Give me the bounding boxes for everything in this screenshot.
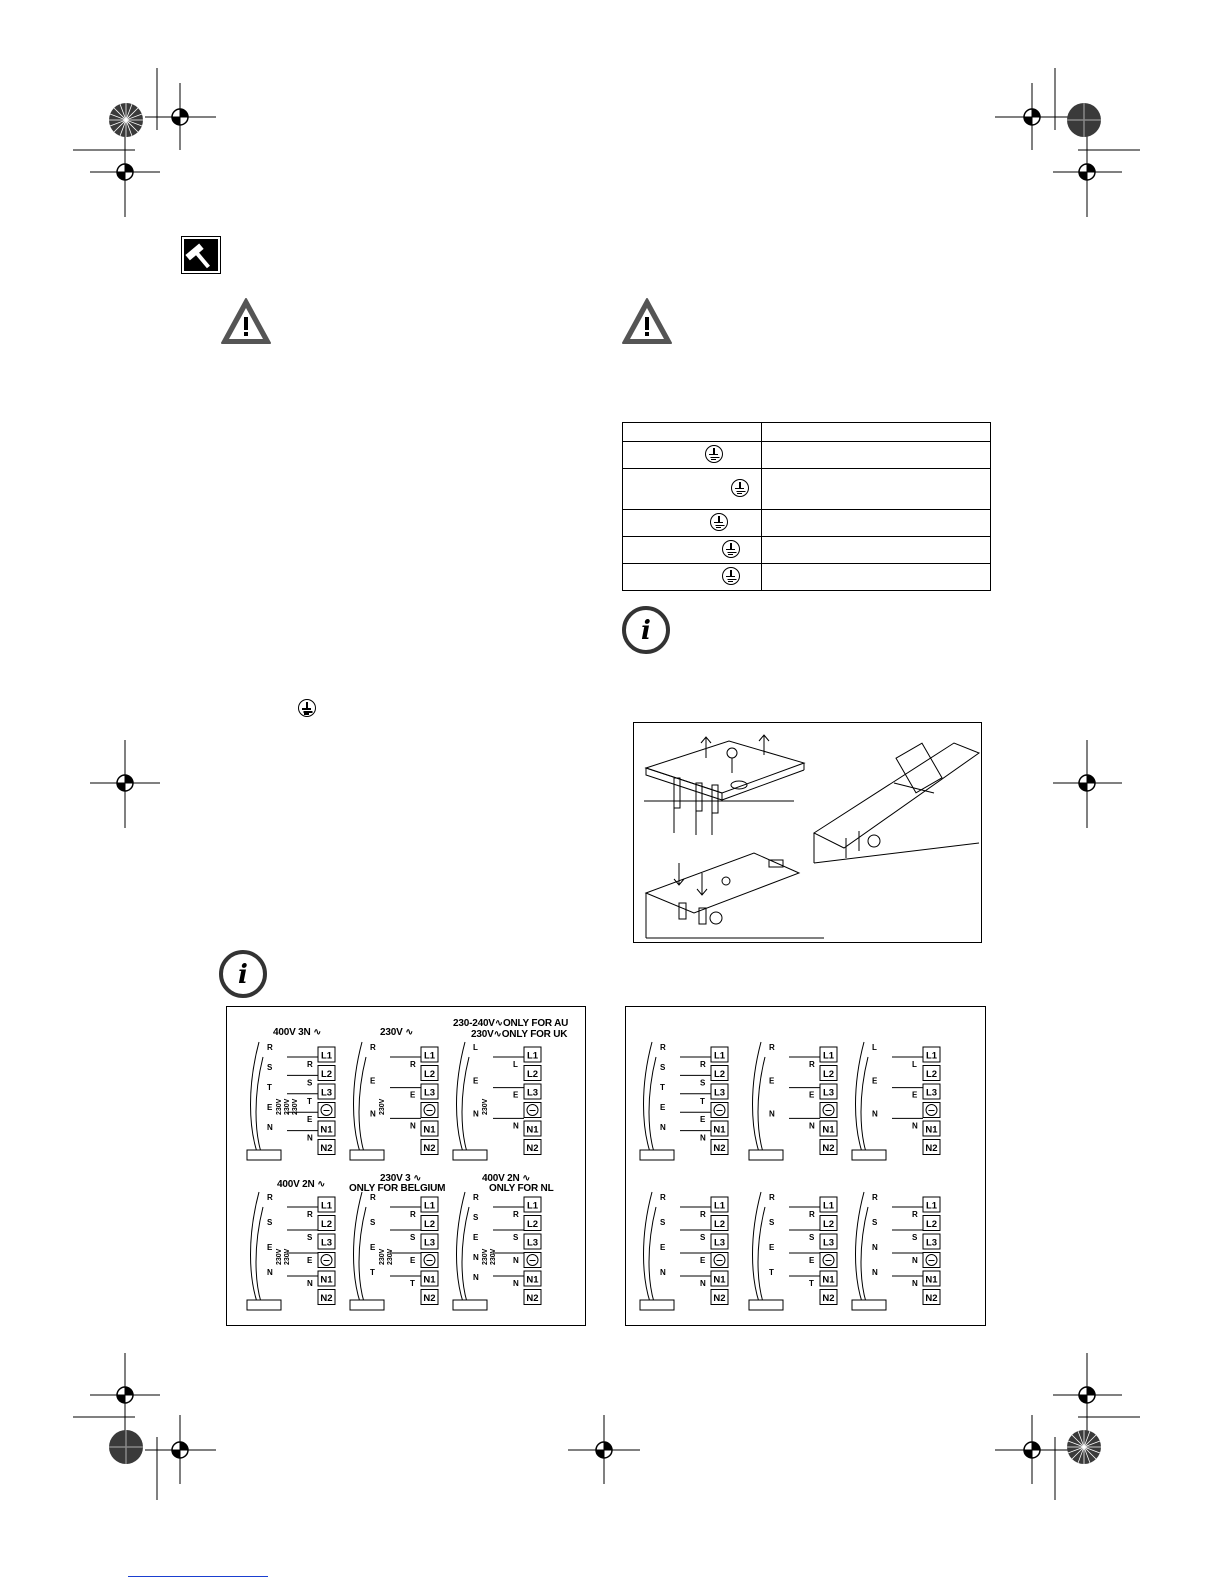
terminal-label: L2 [423, 1219, 436, 1230]
terminal-label: N2 [526, 1143, 539, 1154]
cable-clamp [640, 1300, 674, 1310]
wire-label: N [370, 1109, 376, 1119]
terminal-label: L2 [925, 1219, 938, 1230]
wire-label: S [660, 1218, 666, 1227]
ground-symbol-icon [722, 567, 740, 585]
wire-label: S [370, 1218, 376, 1227]
terminal-label: L3 [423, 1087, 436, 1099]
bus-label: R [410, 1060, 416, 1069]
bus-label: T [700, 1096, 705, 1106]
cable-clamp [453, 1150, 487, 1160]
wire-label: R [370, 1193, 376, 1202]
panel-title: 230V 3 ∿ [380, 1173, 422, 1184]
cable [861, 1207, 868, 1302]
wiring-panel [640, 1042, 728, 1160]
cable [861, 1057, 868, 1152]
voltage-label: 230V [482, 1098, 489, 1115]
terminal-label: L1 [713, 1050, 726, 1062]
table-row [623, 537, 991, 564]
cable-clamp [640, 1150, 674, 1160]
bus-label: L [513, 1060, 518, 1069]
terminal-label: L1 [925, 1200, 938, 1212]
wire-label: T [769, 1268, 774, 1277]
terminal-label: L2 [713, 1069, 726, 1080]
wire-label: R [872, 1193, 878, 1202]
terminal-label: L2 [925, 1069, 938, 1080]
wire-label: E [660, 1103, 666, 1112]
cable-clamp [749, 1300, 783, 1310]
wire-label: E [473, 1076, 479, 1086]
table-row [623, 442, 991, 469]
wire-label: L [872, 1043, 877, 1052]
voltage-label: 230V [276, 1248, 283, 1265]
footer-link-underline [128, 1576, 268, 1577]
voltage-label: 230V [490, 1248, 497, 1265]
terminal-label: N2 [423, 1143, 436, 1154]
bus-label: L [912, 1060, 917, 1069]
bus-label: N [307, 1133, 313, 1143]
bus-label: R [410, 1210, 416, 1219]
terminal-label: N1 [925, 1124, 938, 1136]
wire-label: N [769, 1109, 775, 1119]
terminal-label: N2 [526, 1293, 539, 1304]
wire-label: L [473, 1043, 478, 1052]
bus-label: R [912, 1210, 918, 1219]
wire-label: N [267, 1268, 273, 1277]
svg-text:i: i [238, 960, 248, 990]
bus-label: N [700, 1279, 706, 1288]
bus-label: R [513, 1210, 519, 1219]
cable-clamp [350, 1300, 384, 1310]
wiring-panel [350, 1042, 438, 1160]
bus-label: S [307, 1233, 313, 1242]
wire-label: R [660, 1043, 666, 1052]
terminal-label: N2 [713, 1293, 726, 1304]
bus-label: S [410, 1233, 416, 1242]
terminal-label: N1 [526, 1274, 539, 1286]
terminal-label: L2 [713, 1219, 726, 1230]
wire-label: E [769, 1243, 775, 1252]
terminal-label: N1 [925, 1274, 938, 1286]
wire-label: N [473, 1109, 479, 1119]
ground-symbol-icon [710, 513, 728, 531]
wiring-panel [852, 1042, 940, 1160]
bus-label: E [410, 1090, 416, 1100]
wiring-panel [749, 1042, 837, 1160]
terminal-label: N1 [526, 1124, 539, 1136]
terminal-label: L2 [526, 1069, 539, 1080]
bus-label: S [513, 1233, 519, 1242]
terminal-label: L3 [925, 1087, 938, 1099]
cable-clamp [749, 1150, 783, 1160]
table-row [623, 510, 991, 537]
terminal-label: L2 [320, 1069, 333, 1080]
terminal-label: L1 [713, 1200, 726, 1212]
terminal-label: L1 [526, 1200, 539, 1212]
voltage-label: 230V [284, 1098, 291, 1115]
cable [758, 1057, 765, 1152]
info-icon [622, 606, 670, 654]
wire-label: N [660, 1268, 666, 1277]
wire-label: E [370, 1076, 376, 1086]
wiring-diagram-right [625, 1006, 986, 1326]
bus-label: N [307, 1279, 313, 1288]
terminal-label: N2 [423, 1293, 436, 1304]
bus-label: R [809, 1060, 815, 1069]
bus-label: S [700, 1233, 706, 1242]
voltage-label: 230V [379, 1248, 386, 1265]
bus-label: N [700, 1133, 706, 1143]
cable-clamp [852, 1300, 886, 1310]
bus-label: E [809, 1256, 815, 1265]
bus-label: R [809, 1210, 815, 1219]
bus-label: T [307, 1096, 312, 1106]
bus-label: T [809, 1279, 814, 1288]
bus-label: N [809, 1121, 815, 1131]
terminal-label: L3 [822, 1237, 835, 1249]
cable [256, 1207, 263, 1302]
terminal-label: N2 [925, 1143, 938, 1154]
wiring-panel [453, 1192, 541, 1310]
terminal-block-illustration [633, 722, 982, 943]
terminal-label: N1 [822, 1124, 835, 1136]
bus-label: E [307, 1256, 313, 1265]
terminal-label: L3 [713, 1087, 726, 1099]
table-row [623, 469, 991, 510]
voltage-label: 230V [276, 1098, 283, 1115]
panel-title: 230-240V∿ONLY FOR AU [453, 1018, 569, 1029]
terminal-label: L3 [526, 1087, 539, 1099]
voltage-label: 230V [482, 1248, 489, 1265]
terminal-label: N2 [320, 1143, 333, 1154]
bus-label: S [700, 1078, 706, 1088]
terminal-label: L2 [320, 1219, 333, 1230]
cable-clamp [453, 1300, 487, 1310]
terminal-label: N1 [822, 1274, 835, 1286]
voltage-label: 230V [292, 1098, 299, 1115]
cable-clamp [247, 1150, 281, 1160]
cable [649, 1057, 656, 1152]
wire-label: T [267, 1083, 272, 1092]
wire-label: N [473, 1253, 479, 1262]
terminal-label: L1 [822, 1050, 835, 1062]
wire-label: R [660, 1193, 666, 1202]
cable-clamp [852, 1150, 886, 1160]
terminal-label: N2 [822, 1293, 835, 1304]
wire-label: E [267, 1243, 273, 1252]
cable [462, 1207, 469, 1302]
voltage-label: 230V [387, 1248, 394, 1265]
cable-clamp [350, 1150, 384, 1160]
cable [359, 1057, 366, 1152]
wiring-panel [247, 1192, 335, 1310]
terminal-label: L3 [822, 1087, 835, 1099]
panel-title: 230V ∿ [380, 1027, 414, 1038]
bus-label: R [700, 1210, 706, 1219]
wire-label: N [660, 1123, 666, 1132]
wire-label: E [473, 1233, 479, 1242]
cable [256, 1057, 263, 1152]
panel-title: 400V 3N ∿ [273, 1027, 322, 1038]
ground-symbol-icon [298, 699, 316, 722]
bus-label: N [912, 1121, 918, 1131]
wiring-panel [640, 1192, 728, 1310]
bus-label: N [513, 1121, 519, 1131]
wire-label: N [267, 1123, 273, 1132]
bus-label: N [410, 1121, 416, 1131]
bus-label: N [912, 1279, 918, 1288]
panel-title: ONLY FOR NL [489, 1183, 554, 1194]
wire-label: R [267, 1043, 273, 1052]
info-icon [219, 950, 267, 998]
wiring-panel [247, 1042, 335, 1160]
wire-label: R [473, 1193, 479, 1202]
wire-label: E [769, 1076, 775, 1086]
terminal-label: N1 [320, 1124, 333, 1136]
bus-label: E [513, 1090, 519, 1100]
terminal-label: L1 [320, 1200, 333, 1212]
terminal-label: N2 [822, 1143, 835, 1154]
terminal-label: L3 [713, 1237, 726, 1249]
wire-label: N [872, 1109, 878, 1119]
ground-symbol-icon [722, 540, 740, 558]
wiring-panel [453, 1042, 541, 1160]
wire-label: R [370, 1043, 376, 1052]
terminal-label: L2 [526, 1219, 539, 1230]
bus-label: E [410, 1256, 416, 1265]
terminal-label: L3 [320, 1087, 333, 1099]
terminal-label: L2 [423, 1069, 436, 1080]
wire-label: T [660, 1083, 665, 1092]
wire-label: R [267, 1193, 273, 1202]
ground-symbol-icon [731, 479, 749, 497]
bus-label: S [912, 1233, 918, 1242]
cable [758, 1207, 765, 1302]
wire-label: E [660, 1243, 666, 1252]
table-row [623, 564, 991, 591]
terminal-label: L1 [320, 1050, 333, 1062]
bus-label: N [513, 1279, 519, 1288]
cable [359, 1207, 366, 1302]
wire-label: R [769, 1043, 775, 1052]
terminal-label: L1 [423, 1200, 436, 1212]
ground-symbol-icon [705, 445, 723, 463]
terminal-label: L3 [423, 1237, 436, 1249]
terminal-label: L1 [526, 1050, 539, 1062]
wire-label: N [872, 1268, 878, 1277]
bus-label: R [700, 1060, 706, 1069]
terminal-label: L3 [526, 1237, 539, 1249]
terminal-label: N1 [713, 1124, 726, 1136]
warning-triangle-icon [621, 297, 673, 345]
wire-label: S [267, 1063, 273, 1072]
connection-table [622, 422, 991, 591]
wire-label: T [370, 1268, 375, 1277]
terminal-label: N1 [423, 1274, 436, 1286]
wire-label: E [370, 1243, 376, 1252]
terminal-label: N1 [320, 1274, 333, 1286]
terminal-label: N1 [423, 1124, 436, 1136]
terminal-label: L3 [320, 1237, 333, 1249]
wire-label: S [872, 1218, 878, 1227]
bus-label: E [700, 1256, 706, 1265]
terminal-label: N2 [925, 1293, 938, 1304]
wire-label: R [769, 1193, 775, 1202]
warning-triangle-icon [220, 297, 272, 345]
table-row [623, 423, 991, 442]
svg-text:i: i [641, 616, 651, 646]
cable [649, 1207, 656, 1302]
bus-label: E [912, 1090, 918, 1100]
voltage-label: 230V [379, 1098, 386, 1115]
panel-title: 230V∿ONLY FOR UK [471, 1029, 568, 1040]
bus-label: E [700, 1115, 706, 1125]
panel-title: 400V 2N ∿ [277, 1179, 326, 1190]
wire-label: N [473, 1273, 479, 1282]
bus-label: N [912, 1256, 918, 1265]
bus-label: R [307, 1210, 313, 1219]
wire-label: S [473, 1213, 479, 1222]
bus-label: S [809, 1233, 815, 1242]
bus-label: R [307, 1060, 313, 1069]
wire-label: N [872, 1243, 878, 1252]
terminal-label: N2 [713, 1143, 726, 1154]
wiring-panel [852, 1192, 940, 1310]
wiring-diagram-left [226, 1006, 586, 1326]
wire-label: S [769, 1218, 775, 1227]
hammer-icon [181, 236, 221, 274]
bus-label: E [809, 1090, 815, 1100]
bus-label: T [410, 1279, 415, 1288]
wire-label: E [872, 1076, 878, 1086]
wire-label: E [267, 1103, 273, 1112]
cable-clamp [247, 1300, 281, 1310]
bus-label: N [513, 1256, 519, 1265]
cable [462, 1057, 469, 1152]
terminal-label: L1 [423, 1050, 436, 1062]
bus-label: S [307, 1078, 313, 1088]
bus-label: E [307, 1115, 313, 1125]
terminal-label: L2 [822, 1219, 835, 1230]
terminal-label: L1 [925, 1050, 938, 1062]
wire-label: S [267, 1218, 273, 1227]
panel-title: ONLY FOR BELGIUM [349, 1183, 446, 1194]
terminal-label: L3 [925, 1237, 938, 1249]
terminal-label: N2 [320, 1293, 333, 1304]
wiring-panel [749, 1192, 837, 1310]
terminal-label: L1 [822, 1200, 835, 1212]
wiring-panel [350, 1192, 438, 1310]
terminal-label: L2 [822, 1069, 835, 1080]
panel-title: 400V 2N ∿ [482, 1173, 531, 1184]
terminal-label: N1 [713, 1274, 726, 1286]
voltage-label: 230V [284, 1248, 291, 1265]
wire-label: S [660, 1063, 666, 1072]
